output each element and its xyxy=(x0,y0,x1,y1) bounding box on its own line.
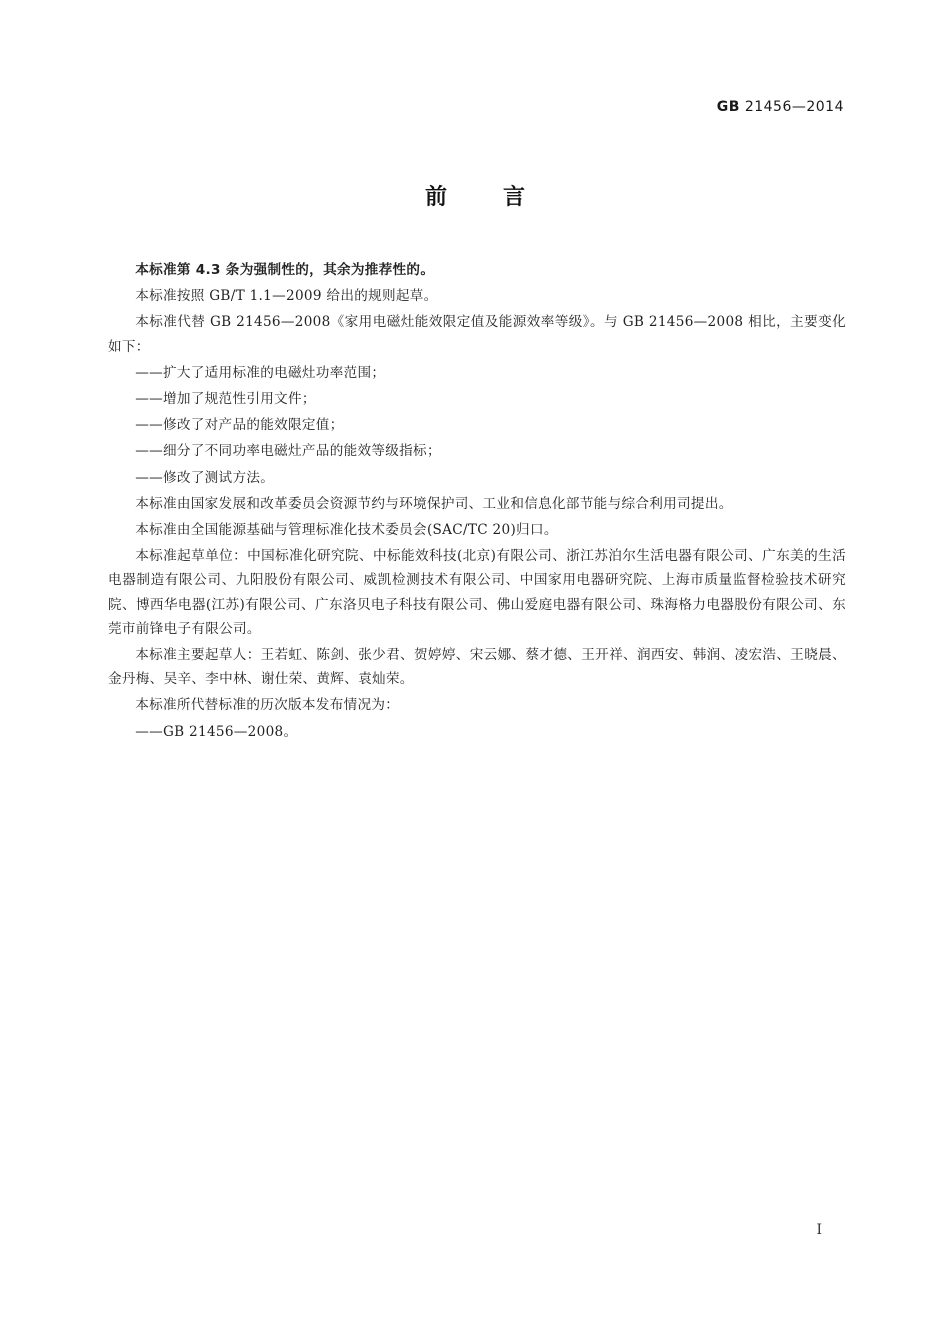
drafters-paragraph: 本标准主要起草人：王若虹、陈剑、张少君、贺婷婷、宋云娜、蔡才德、王开祥、润西安、韩润、凌宏浩、王晓晨、金丹梅、吴辛、李中林、谢仕荣、黄辉、袁灿荣。 xyxy=(108,647,846,688)
proposer-paragraph: 本标准由国家发展和改革委员会资源节约与环境保护司、工业和信息化部节能与综合利用司提出。 xyxy=(135,495,733,512)
foreword-body xyxy=(108,258,846,744)
change-item: ——增加了规范性引用文件； xyxy=(135,391,316,408)
replacement-paragraph: 本标准代替 GB 21456—2008《家用电磁灶能效限定值及能源效率等级》。与 GB 21456—2008 相比，主要变化如下： xyxy=(108,314,846,355)
change-item: ——修改了测试方法。 xyxy=(135,469,275,486)
change-item: ——细分了不同功率电磁灶产品的能效等级指标； xyxy=(135,443,441,460)
page-number: I xyxy=(816,1222,822,1238)
change-item: ——修改了对产品的能效限定值； xyxy=(135,417,344,434)
standard-number xyxy=(717,99,844,115)
administrator-paragraph: 本标准由全国能源基础与管理标准化技术委员会(SAC/TC 20)归口。 xyxy=(135,522,558,539)
standard-prefix: GB xyxy=(716,99,740,115)
page-title: 前言 xyxy=(424,185,581,210)
drafting-units-paragraph: 本标准起草单位：中国标准化研究院、中标能效科技(北京)有限公司、浙江苏泊尔生活电器有限公司、广东美的生活电器制造有限公司、九阳股份有限公司、威凯检测技术有限公司、中国家用电器研究院、上海市质量监督检验技术研究院、博西华电器(江苏)有限公司、广东洛贝电子科技有限公司、佛山爱庭电器有限公司、珠海格力电器股份有限公司、东莞市前锋电子有限公司。 xyxy=(108,548,846,637)
version-history-item: ——GB 21456—2008。 xyxy=(135,723,298,740)
version-history-paragraph: 本标准所代替标准的历次版本发布情况为： xyxy=(135,697,400,714)
standard-code: 21456—2014 xyxy=(744,99,844,115)
mandatory-clause-statement: 本标准第 4.3 条为强制性的，其余为推荐性的。 xyxy=(135,262,435,278)
drafting-rules-paragraph: 本标准按照 GB/T 1.1—2009 给出的规则起草。 xyxy=(135,288,438,305)
change-item: ——扩大了适用标准的电磁灶功率范围； xyxy=(135,364,386,381)
